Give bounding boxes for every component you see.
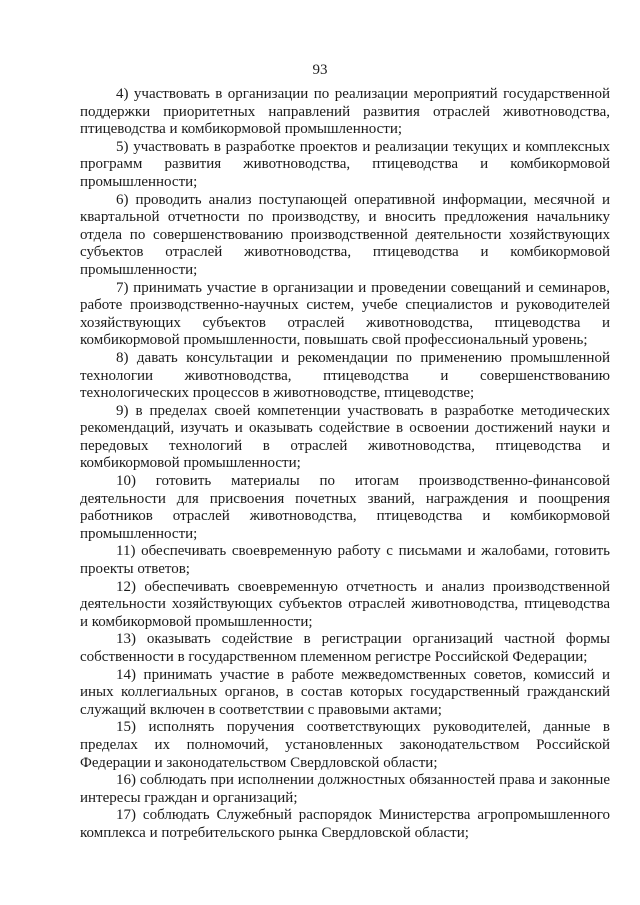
paragraph-item-11: 11) обеспечивать своевременную работу с письмами и жалобами, готовить проекты ответов; bbox=[80, 543, 610, 578]
paragraph-item-17: 17) соблюдать Служебный распорядок Министерства агропромышленного комплекса и потребительского рынка Свердловской области; bbox=[80, 807, 610, 841]
paragraph-item-13: 13) оказывать содействие в регистрации организаций частной формы собственности в государственном племенном регистре Российской Федерации; bbox=[80, 631, 610, 665]
paragraph-item-8: 8) давать консультации и рекомендации по применению промышленной технологии животноводства, птицеводства и совершенствованию технологических процессов в животноводстве, птицеводстве; bbox=[80, 349, 610, 402]
paragraph-item-16: 16) соблюдать при исполнении должностных обязанностей права и законные интересы граждан и организаций; bbox=[80, 772, 610, 806]
paragraph-item-7: 7) принимать участие в организации и проведении совещаний и семинаров, работе производственно-научных систем, учебе специалистов и руководителей хозяйствующих субъектов отраслей животноводства, птицеводства и комбикормовой промышленности, повышать свой профессиональный уровень; bbox=[80, 279, 610, 349]
paragraph-item-6: 6) проводить анализ поступающей оперативной информации, месячной и квартальной отчетности по производству, и вносить предложения начальнику отдела по совершенствованию производственной деятельности хозяйствующих субъектов отраслей животноводства, птицеводства и комбикормовой промышленности; bbox=[80, 191, 610, 278]
page-number: 93 bbox=[312, 62, 328, 78]
paragraph-item-12: 12) обеспечивать своевременную отчетность и анализ производственной деятельности хозяйствующих субъектов отраслей животноводства, птицеводства и комбикормовой промышленности; bbox=[80, 578, 610, 630]
paragraph-item-9: 9) в пределах своей компетенции участвовать в разработке методических рекомендаций, изучать и оказывать содействие в освоении достижений науки и передовых технологий в отраслей животноводства, птицеводства и комбикормовой промышленности; bbox=[80, 402, 610, 472]
paragraph-item-15: 15) исполнять поручения соответствующих руководителей, данные в пределах их полномочий, установленных законодательством Российской Федерации и законодательством Свердловской области; bbox=[80, 719, 610, 771]
paragraph-item-14: 14) принимать участие в работе межведомственных советов, комиссий и иных коллегиальных органов, в состав которых государственный гражданский служащий включен в соответствии с правовыми актами; bbox=[80, 666, 610, 718]
paragraph-item-5: 5) участвовать в разработке проектов и реализации текущих и комплексных программ развития животноводства, птицеводства и комбикормовой промышленности; bbox=[80, 138, 610, 190]
paragraph-item-4: 4) участвовать в организации по реализации мероприятий государственной поддержки приоритетных направлений развития отраслей животноводства, птицеводства и комбикормовой промышленности; bbox=[80, 86, 610, 138]
document-body bbox=[80, 86, 610, 843]
paragraph-item-10: 10) готовить материалы по итогам производственно-финансовой деятельности для присвоения почетных званий, награждения и поощрения работников отраслей животноводства, птицеводства и комбикормовой промышленности; bbox=[80, 473, 610, 542]
